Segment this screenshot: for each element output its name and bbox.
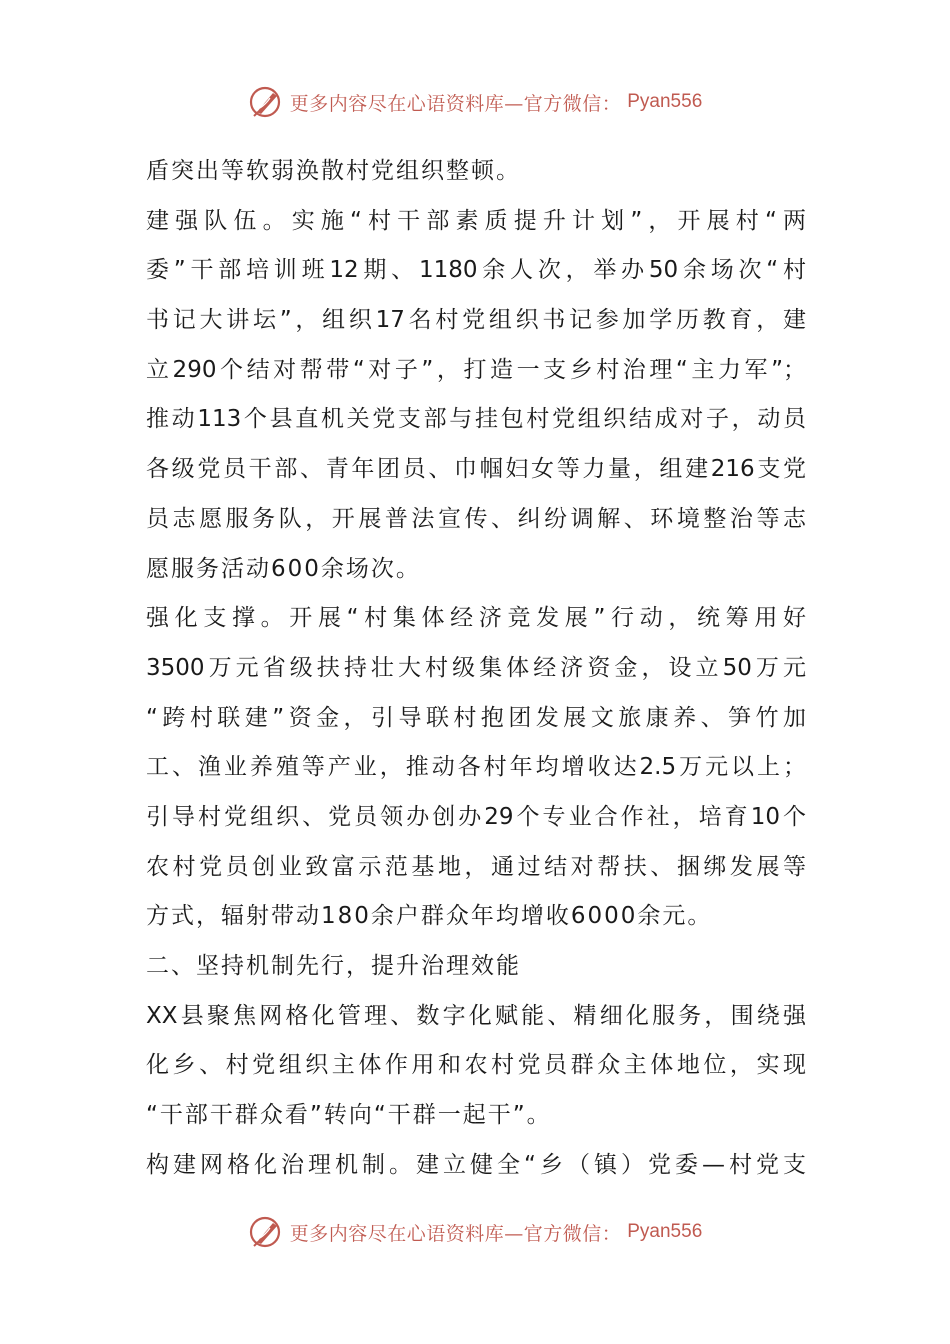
watermark-header [0, 82, 950, 122]
text-line: “干部干群众看”转向“干群一起干”。 [146, 1102, 552, 1129]
text-line: 委”干部培训班12期、1180余人次，举办50余场次“村 [146, 257, 806, 284]
text-line: 引导村党组织、党员领办创办29个专业合作社，培育10个 [146, 803, 806, 830]
text-line: “跨村联建”资金，引导联村抱团发展文旅康养、笋竹加 [146, 704, 806, 731]
text-line: 愿服务活动600余场次。 [146, 555, 421, 582]
text-line: 工、渔业养殖等产业，推动各村年均增收达2.5万元以上； [146, 754, 806, 781]
document-body [146, 147, 806, 1190]
text-line: 盾突出等软弱涣散村党组织整顿。 [146, 158, 521, 184]
text-line: 书记大讲坛”，组织17名村党组织书记参加学历教育，建 [146, 307, 806, 334]
watermark-text: 更多内容尽在心语资料库—官方微信： [289, 1222, 622, 1245]
text-line: 员志愿服务队，开展普法宣传、纠纷调解、环境整治等志 [146, 505, 806, 532]
text-line: 建强队伍。实施“村干部素质提升计划”，开展村“两 [146, 207, 806, 234]
watermark-text: 更多内容尽在心语资料库—官方微信： [289, 92, 622, 115]
text-line: 化乡、村党组织主体作用和农村党员群众主体地位，实现 [146, 1052, 806, 1079]
text-line: 二、坚持机制先行，提升治理效能 [146, 953, 521, 979]
quill-pen-logo-icon [248, 84, 284, 120]
text-line: XX县聚焦网格化管理、数字化赋能、精细化服务，围绕强 [146, 1002, 806, 1029]
text-line: 强化支撑。开展“村集体经济竞发展”行动，统筹用好 [146, 605, 806, 632]
text-line: 立290个结对帮带“对子”，打造一支乡村治理“主力军”； [146, 356, 806, 383]
text-line: 构建网格化治理机制。建立健全“乡（镇）党委—村党支 [146, 1151, 806, 1178]
quill-pen-logo-icon [248, 1214, 284, 1250]
watermark-wechat-id: Pyan556 [627, 91, 703, 112]
text-line: 推动113个县直机关党支部与挂包村党组织结成对子，动员 [146, 406, 806, 433]
watermark-wechat-id: Pyan556 [627, 1221, 703, 1242]
text-line: 方式，辐射带动180余户群众年均增收6000余元。 [146, 903, 713, 930]
text-line: 3500万元省级扶持壮大村级集体经济资金，设立50万元 [146, 654, 806, 681]
watermark-footer [0, 1212, 950, 1252]
text-line: 农村党员创业致富示范基地，通过结对帮扶、捆绑发展等 [146, 853, 806, 880]
text-line: 各级党员干部、青年团员、巾帼妇女等力量，组建216支党 [146, 456, 806, 483]
